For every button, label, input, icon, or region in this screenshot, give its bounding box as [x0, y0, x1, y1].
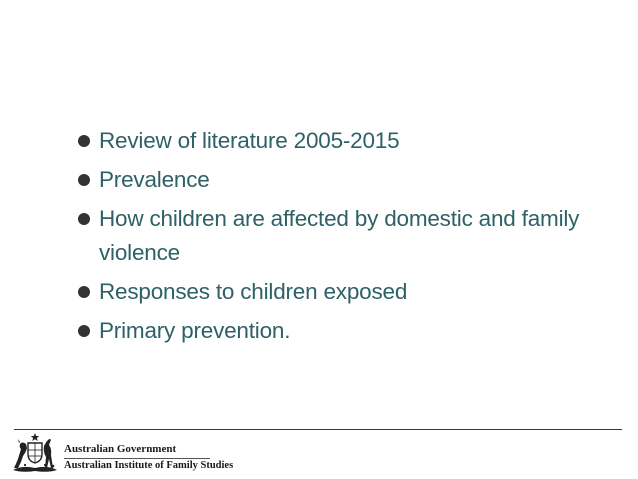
list-item	[78, 314, 598, 348]
bullet-text: Responses to children exposed	[99, 279, 408, 304]
bullet-dot-icon	[78, 325, 90, 337]
bullet-list	[78, 124, 598, 353]
list-item	[78, 163, 598, 197]
bullet-dot-icon	[78, 213, 90, 225]
footer-divider	[14, 429, 622, 430]
footer-name-divider	[64, 458, 210, 459]
list-item	[78, 202, 598, 270]
bullet-dot-icon	[78, 174, 90, 186]
bullet-dot-icon	[78, 135, 90, 147]
bullet-text: How children are affected by domestic and family violence	[99, 206, 580, 265]
bullet-text: Prevalence	[99, 167, 210, 192]
bullet-text: Review of literature 2005-2015	[99, 128, 400, 153]
government-name: Australian Government	[64, 443, 177, 455]
coat-of-arms-icon	[10, 432, 60, 474]
list-item	[78, 124, 598, 158]
bullet-dot-icon	[78, 286, 90, 298]
bullet-text: Primary prevention.	[99, 318, 291, 343]
institute-name: Australian Institute of Family Studies	[64, 460, 234, 471]
list-item	[78, 275, 598, 309]
